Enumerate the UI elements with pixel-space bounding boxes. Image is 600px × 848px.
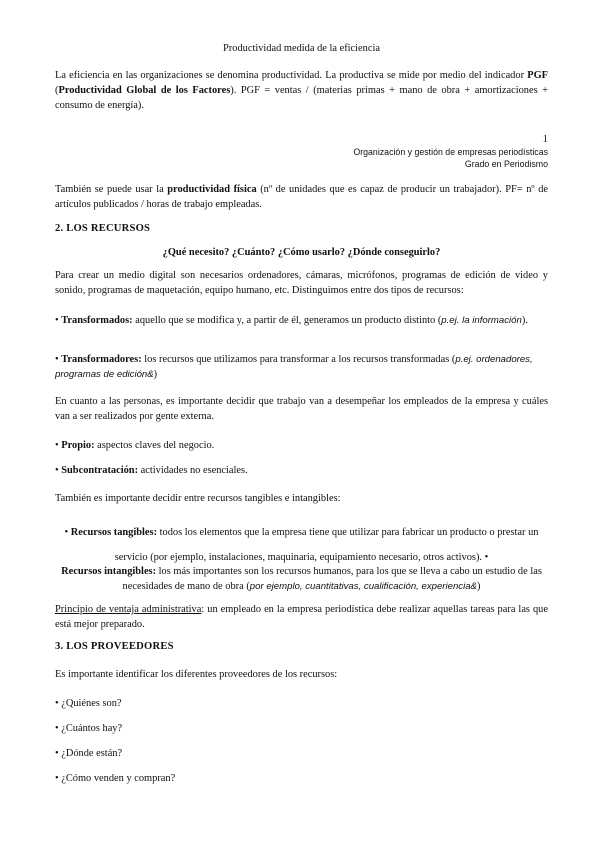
item-tangibles bbox=[55, 520, 548, 570]
bullet: • bbox=[55, 354, 62, 365]
item-transformados bbox=[55, 313, 548, 328]
item-text: los recursos que utilizamos para transformar a los recursos transformadas ( bbox=[141, 354, 456, 365]
list-item: • ¿Dónde están? bbox=[55, 748, 123, 759]
item-subcontratacion bbox=[55, 463, 548, 478]
physical-text-2: (nº de unidades que es capaz de producir un trabajador). PF= nº de artículos publicados / horas de trabajo empleadas. bbox=[55, 184, 549, 210]
page-number: 1 bbox=[542, 134, 548, 145]
doc-title: Productividad medida de la eficiencia bbox=[223, 43, 380, 54]
item-text: actividades no esenciales. bbox=[138, 465, 248, 476]
section2-heading: 2. LOS RECURSOS bbox=[55, 223, 151, 234]
item-example: por ejemplo, cuantitativas, cualificación, experiencia& bbox=[249, 581, 477, 592]
intro-text-2: ( bbox=[55, 85, 59, 96]
intro-paragraph bbox=[55, 68, 548, 113]
item-transformadores bbox=[55, 352, 548, 382]
item-label: Recursos tangibles: bbox=[70, 527, 158, 538]
section2-intro: Para crear un medio digital son necesarios ordenadores, cámaras, micrófonos, programas de edición de video y sonido, programas de maquetación, equipo humano, etc. Distinguimos entre dos tipos de recursos: bbox=[55, 270, 548, 296]
bullet: • bbox=[55, 315, 62, 326]
item-end: ). bbox=[521, 315, 528, 326]
item-label: Propio: bbox=[61, 440, 95, 451]
principle-term: Principio de ventaja administrativa bbox=[55, 604, 202, 615]
footer-course: Organización y gestión de empresas periodísticas bbox=[353, 147, 548, 157]
physical-paragraph bbox=[55, 182, 548, 212]
intro-text-1: La eficiencia en las organizaciones se denomina productividad. La productiva se mide por medio del indicador bbox=[55, 70, 528, 81]
section3-intro: Es importante identificar los diferentes proveedores de los recursos: bbox=[55, 669, 338, 680]
item-label: Subcontratación: bbox=[61, 465, 139, 476]
section2-questions: ¿Qué necesito? ¿Cuánto? ¿Cómo usarlo? ¿Dónde conseguirlo? bbox=[162, 247, 441, 258]
intro-pgf-full: Productividad Global de los Factores bbox=[58, 85, 231, 96]
principle-text: : un empleado en la empresa periodística debe realizar aquellas tareas para las que está mejor preparado. bbox=[55, 604, 548, 630]
item-example: p.ej. la información bbox=[441, 315, 522, 326]
list-item: • ¿Cómo venden y compran? bbox=[55, 773, 176, 784]
principle-paragraph bbox=[55, 602, 548, 632]
bullet: • bbox=[55, 465, 62, 476]
footer-degree: Grado en Periodismo bbox=[464, 159, 548, 169]
item-text: los más importantes son los recursos humanos, para los que se lleva a cabo un estudio de las necesidades de mano de obra ( bbox=[122, 566, 542, 592]
bullet: • bbox=[64, 527, 71, 538]
item-propio bbox=[55, 438, 548, 453]
item-text: todos los elementos que la empresa tiene que utilizar para fabricar un producto o prestar un servicio (por ejemplo, instalaciones, maquinaria, equipamiento necesario, otros activos). • bbox=[114, 527, 539, 563]
item-label: Transformados: bbox=[61, 315, 133, 326]
intro-text-3: ). PGF = ventas / (materias primas + mano de obra + amortizaciones + consumo de energía). bbox=[55, 85, 548, 111]
intro-pgf: PGF bbox=[527, 70, 548, 81]
item-end: ) bbox=[476, 581, 481, 592]
item-text: aspectos claves del negocio. bbox=[94, 440, 215, 451]
physical-bold: productividad física bbox=[167, 184, 257, 195]
item-intangibles bbox=[55, 564, 548, 594]
tangible-intro: También es importante decidir entre recursos tangibles e intangibles: bbox=[55, 493, 341, 504]
bullet: • bbox=[55, 440, 62, 451]
physical-text-1: También se puede usar la bbox=[55, 184, 168, 195]
item-text: aquello que se modifica y, a partir de él, generamos un producto distinto ( bbox=[132, 315, 442, 326]
item-end: ) bbox=[153, 369, 158, 380]
item-label: Recursos intangibles: bbox=[61, 566, 157, 577]
item-example: p.ej. ordenadores, programas de edición& bbox=[55, 354, 533, 380]
list-item: • ¿Cuántos hay? bbox=[55, 723, 123, 734]
item-label: Transformadores: bbox=[61, 354, 142, 365]
list-item: • ¿Quiénes son? bbox=[55, 698, 122, 709]
section3-heading: 3. LOS PROVEEDORES bbox=[55, 641, 174, 652]
people-paragraph: En cuanto a las personas, es importante decidir que trabajo van a desempeñar los empleados de la empresa y cuáles van a ser realizados por gente externa. bbox=[55, 396, 548, 422]
